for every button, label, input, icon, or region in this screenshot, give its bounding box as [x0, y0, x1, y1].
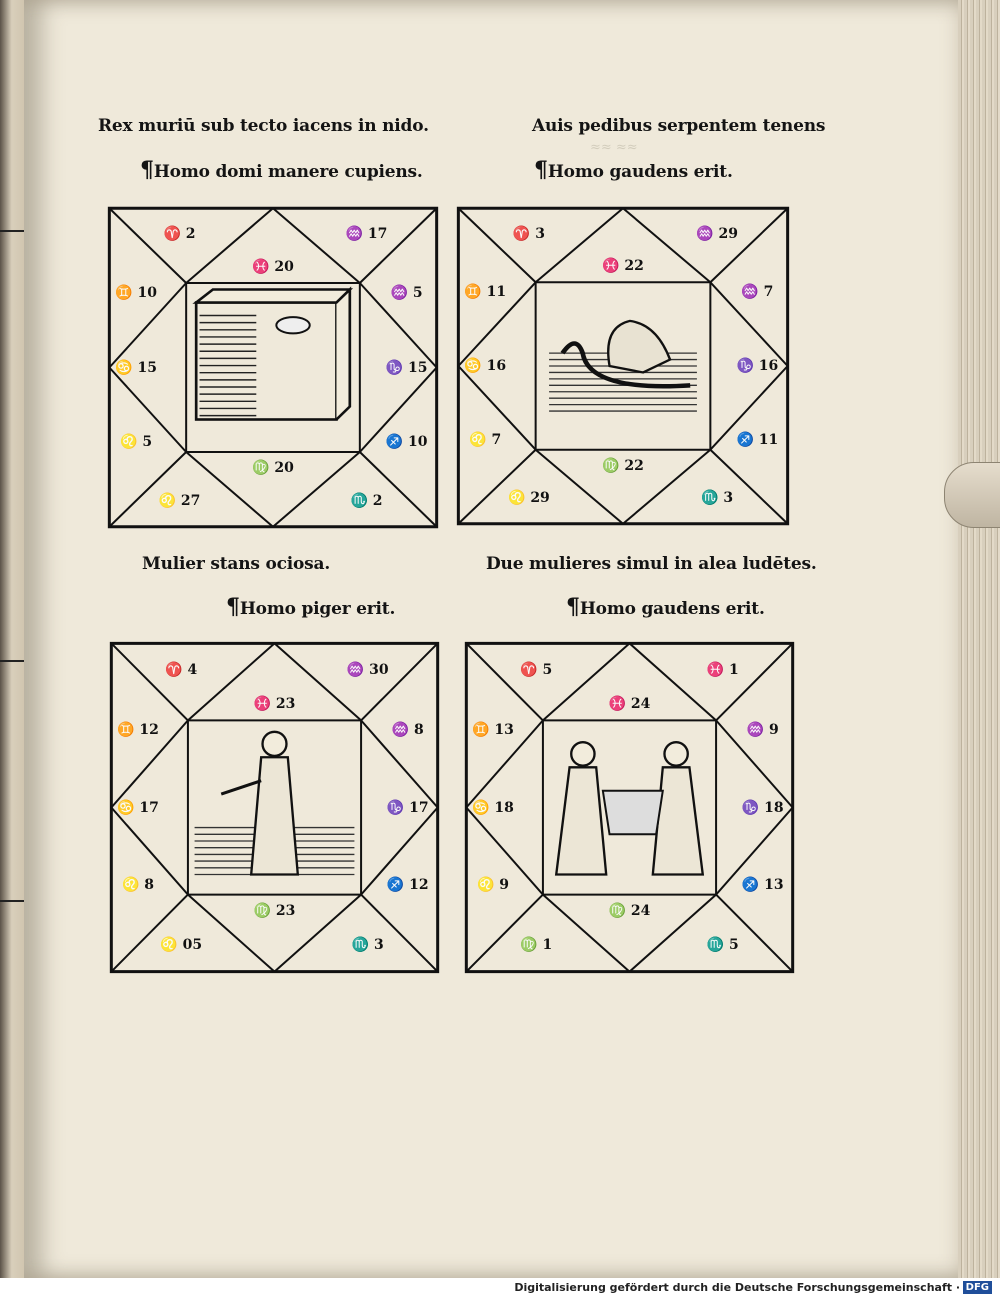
chart-sign-label: ♐ 10 [385, 434, 428, 451]
chart-sign-label: ♍ 24 [608, 903, 651, 920]
book-page [24, 0, 972, 1278]
chart-sign-label: ♈ 4 [165, 662, 198, 679]
caption-top-right-2: ¶Homo gaudens erit. [534, 157, 733, 183]
chart-sign-label: ♋ 17 [117, 799, 159, 816]
show-through: ≈≈ ≈≈ [590, 140, 638, 155]
chart-sign-label: ♒ 7 [741, 283, 774, 300]
caption-bottom-left-2: ¶Homo piger erit. [226, 594, 396, 620]
chest-with-mouse-woodcut [196, 290, 350, 420]
chart-sign-label: ♓ 22 [602, 258, 644, 275]
chart-line-3 [186, 208, 360, 527]
chart-sign-label: ♑ 18 [741, 799, 784, 816]
chart-sign-label: ♏ 3 [701, 490, 734, 507]
left-page-edge [0, 0, 26, 1278]
chart-sign-label: ♋ 15 [115, 359, 157, 376]
chart-sign-label: ♈ 3 [512, 225, 545, 242]
chart-sign-label: ♍ 1 [520, 936, 553, 953]
chart-sign-label: ♒ 17 [345, 226, 388, 243]
chart-sign-label: ♌ 05 [160, 936, 203, 953]
chart-sign-label: ♓ 20 [252, 258, 294, 275]
clip [944, 462, 1000, 528]
chart-sign-label: ♊ 11 [464, 283, 507, 300]
chart-sign-label: ♐ 13 [741, 876, 784, 893]
standing-woman-woodcut [195, 732, 355, 875]
horoscope-chart-3 [108, 640, 441, 975]
chart-sign-label: ♑ 15 [385, 359, 428, 376]
chart-sign-label: ♌ 27 [158, 492, 201, 509]
chart-sign-label: ♍ 20 [252, 460, 294, 477]
chart-sign-label: ♓ 23 [253, 695, 296, 712]
caption-top-left-1: Rex muriū sub tecto iacens in nido. [98, 116, 429, 136]
chart-sign-label: ♒ 30 [346, 662, 389, 679]
chart-sign-label: ♈ 2 [163, 226, 196, 243]
horoscope-chart-2 [455, 205, 791, 527]
caption-top-left-2: ¶Homo domi manere cupiens. [140, 157, 423, 183]
chart-sign-label: ♒ 5 [390, 284, 423, 301]
chart-sign-label: ♈ 5 [520, 662, 553, 679]
chart-sign-label: ♌ 5 [120, 434, 153, 451]
chart-sign-label: ♏ 5 [706, 936, 739, 953]
caption-bottom-right-1: Due mulieres simul in alea ludētes. [486, 554, 817, 574]
chart-sign-label: ♒ 9 [746, 722, 779, 739]
caption-top-left-2-text: Homo domi manere cupiens. [153, 162, 423, 182]
horoscope-chart-4 [463, 640, 796, 975]
chart-sign-label: ♊ 12 [117, 722, 159, 739]
caption-bottom-left-1: Mulier stans ociosa. [142, 554, 331, 574]
chart-sign-label: ♐ 12 [386, 876, 429, 893]
caption-bottom-left-2-text: Homo piger erit. [239, 599, 396, 619]
chart-sign-label: ♓ 24 [608, 695, 651, 712]
page-edges [958, 0, 1000, 1278]
chart-sign-label: ♌ 29 [508, 490, 550, 507]
chart-sign-label: ♏ 3 [351, 936, 384, 953]
chart-sign-label: ♑ 17 [386, 799, 429, 816]
bird-with-serpent-woodcut [549, 321, 697, 411]
chart-sign-label: ♒ 8 [391, 722, 424, 739]
chart-sign-label: ♍ 23 [253, 903, 296, 920]
chart-sign-label: ♌ 7 [469, 432, 502, 449]
chart-sign-label: ♋ 16 [464, 358, 507, 374]
caption-bottom-right-2-text: Homo gaudens erit. [579, 599, 765, 619]
chart-sign-label: ♏ 2 [350, 492, 383, 509]
horoscope-chart-1 [106, 205, 440, 530]
dfg-logo: DFG [963, 1281, 992, 1294]
caption-top-right-1: Auis pedibus serpentem tenens [532, 116, 826, 136]
chart-sign-label: ♐ 11 [736, 432, 779, 449]
chart-sign-label: ♋ 18 [472, 799, 514, 816]
two-women-playing-dice-woodcut [556, 742, 703, 874]
chart-sign-label: ♌ 8 [121, 876, 154, 893]
chart-sign-label: ♌ 9 [476, 876, 509, 893]
chart-sign-label: ♓ 1 [706, 662, 739, 679]
caption-bottom-right-2: ¶Homo gaudens erit. [566, 594, 765, 620]
credit-text: Digitalisierung gefördert durch die Deutsche Forschungsgemeinschaft · [514, 1281, 960, 1294]
caption-top-right-2-text: Homo gaudens erit. [547, 162, 733, 182]
chart-sign-label: ♍ 22 [602, 457, 644, 474]
chart-sign-label: ♑ 16 [736, 358, 779, 374]
chart-sign-label: ♊ 13 [472, 722, 514, 739]
chart-sign-label: ♊ 10 [115, 284, 157, 301]
chart-line-2 [186, 283, 360, 452]
chart-sign-label: ♒ 29 [696, 225, 738, 242]
